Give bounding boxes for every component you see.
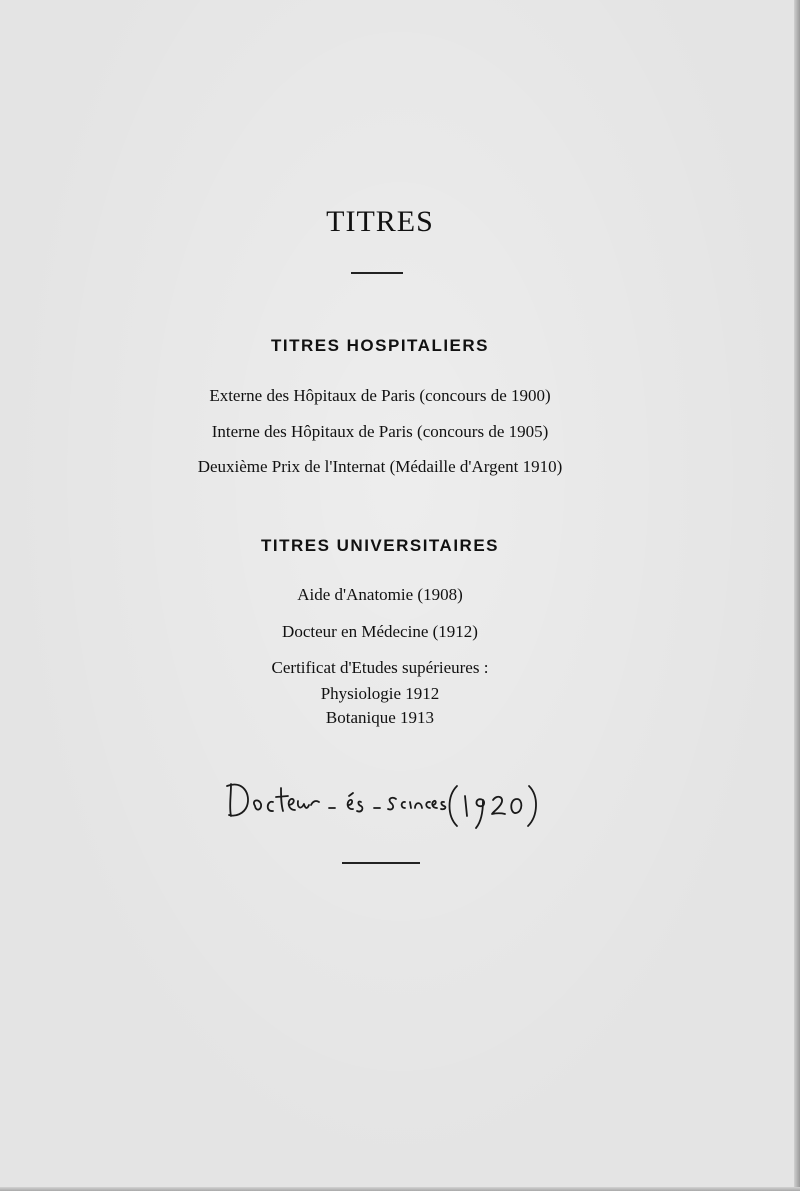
university-item-botanique: Botanique 1913 [325,708,435,727]
hospital-item-interne: Interne des Hôpitaux de Paris (concours de 1905) [211,422,549,441]
footer-divider [342,862,420,864]
title-divider [351,272,403,274]
university-section-heading: TITRES UNIVERSITAIRES [260,536,500,555]
hospital-item-prix: Deuxième Prix de l'Internat (Médaille d'Argent 1910) [197,457,563,476]
page-edge-right [794,0,800,1191]
university-item-physiologie: Physiologie 1912 [320,684,440,703]
university-item-certificat: Certificat d'Etudes supérieures : [271,658,489,677]
university-item-medecine: Docteur en Médecine (1912) [282,622,478,641]
hospital-item-externe: Externe des Hôpitaux de Paris (concours de 1900) [209,386,551,405]
page-edge-bottom [0,1187,800,1191]
handwritten-note-drawing [225,772,555,842]
handwritten-note [225,772,555,847]
page-title: TITRES [326,205,434,238]
hospital-section-heading: TITRES HOSPITALIERS [270,336,490,355]
university-item-anatomie: Aide d'Anatomie (1908) [297,585,463,604]
